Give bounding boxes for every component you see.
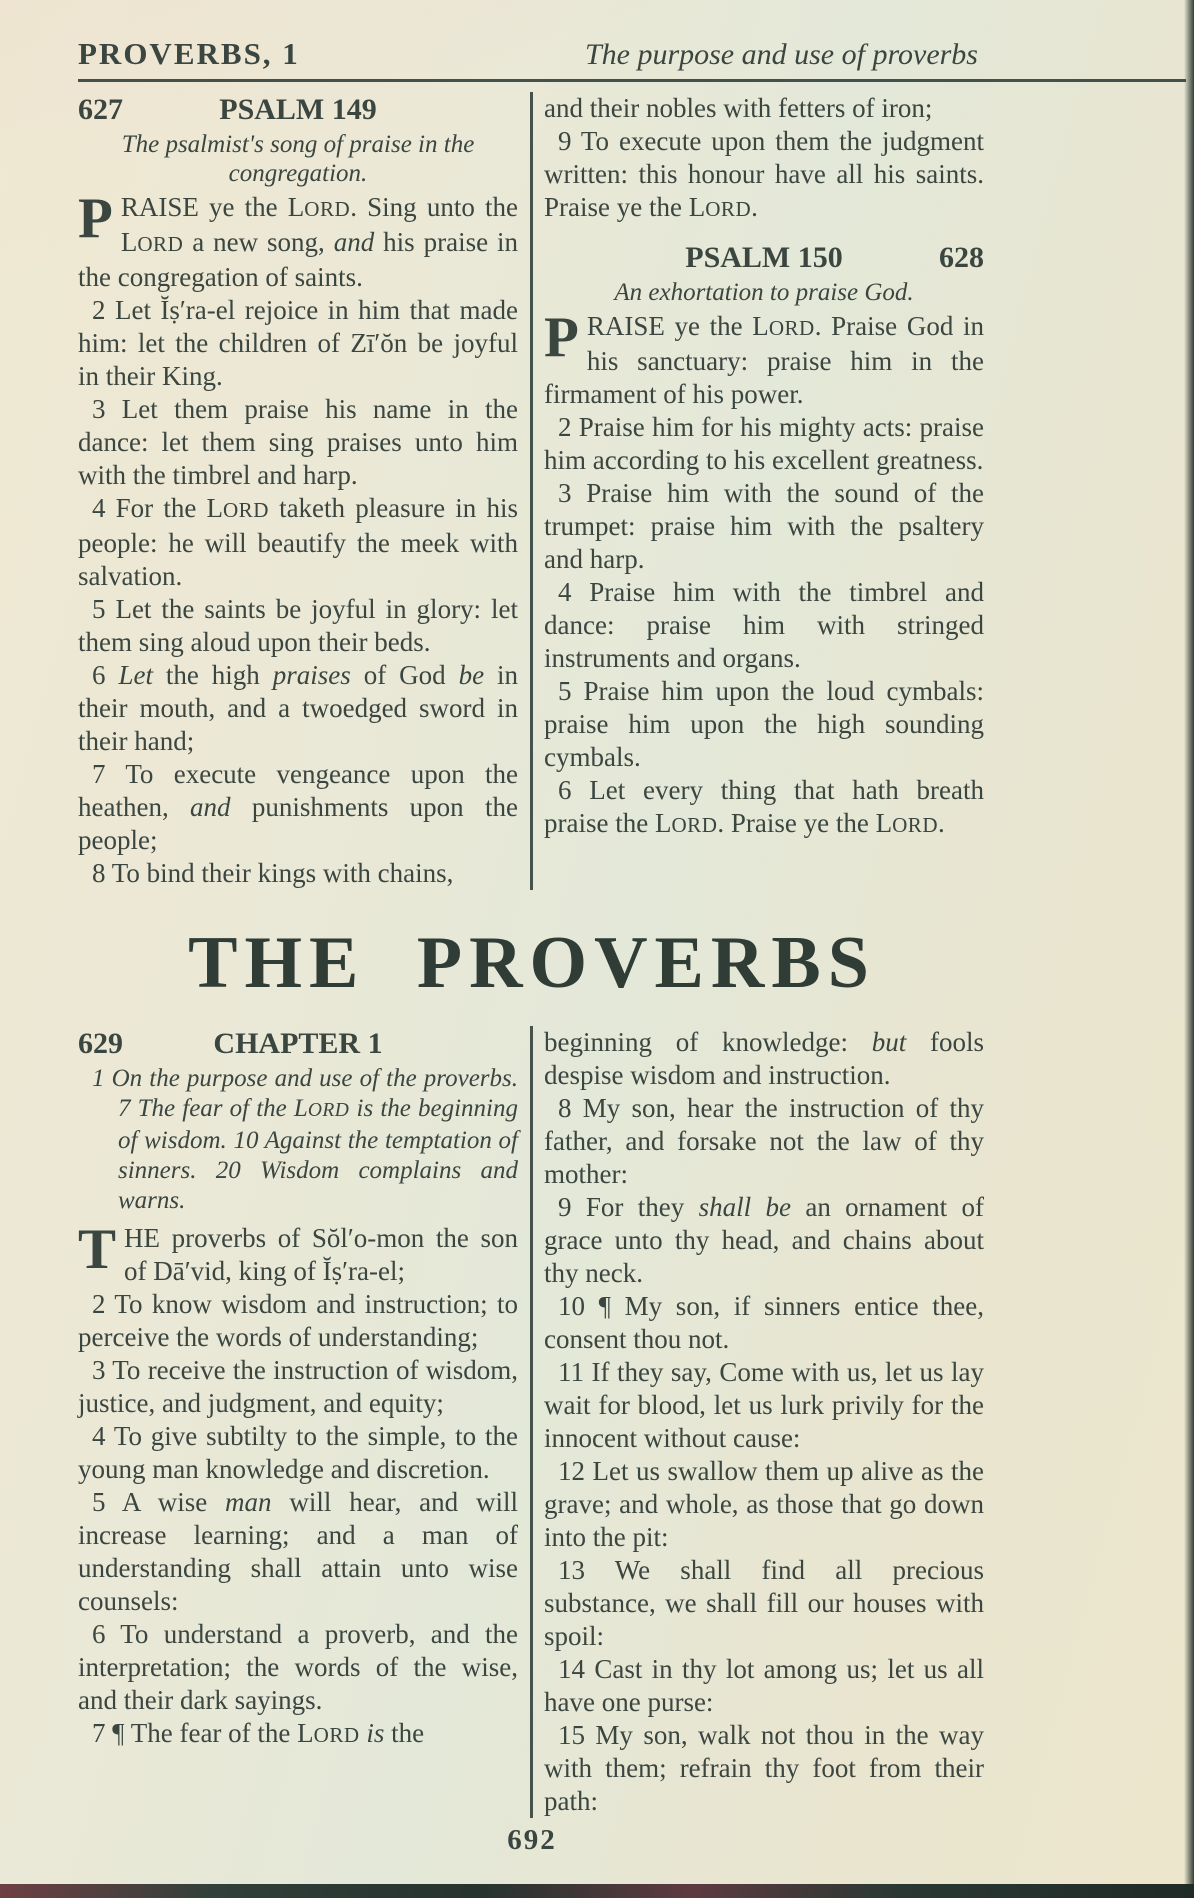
- drop-cap: P: [544, 306, 579, 369]
- psalm-150-opening: [544, 306, 984, 411]
- chapter-1-continuation-verses: [544, 1092, 984, 1818]
- verse: 5 Let the saints be joyful in glory: let them sing aloud upon their beds.: [78, 594, 518, 657]
- psalm-149-summary: The psalmist's song of praise in the congregation.: [121, 131, 475, 187]
- book-title: THE PROVERBS: [188, 922, 876, 1004]
- folio-number: 627: [78, 93, 123, 126]
- scan-edge-right: [1184, 0, 1194, 1898]
- page-number: 692: [507, 1824, 557, 1856]
- verse: 4 Praise him with the timbrel and dance: praise him with stringed instruments and organs.: [544, 577, 984, 673]
- verse: 4 For the LORD taketh pleasure in his people: he will beautify the meek with salvation.: [78, 493, 518, 591]
- verse: 3 To receive the instruction of wisdom, justice, and judgment, and equity;: [78, 1355, 518, 1418]
- column-divider: [530, 1026, 533, 1818]
- verse: 6 Let every thing that hath breath praise the LORD. Praise ye the LORD.: [544, 775, 984, 838]
- verse: 11 If they say, Come with us, let us lay wait for blood, let us lurk privily for the innocent without cause:: [544, 1357, 984, 1453]
- column-divider: [530, 92, 533, 890]
- chapter-1-verses: [78, 1288, 518, 1752]
- verse: 5 Praise him upon the loud cymbals: praise him upon the high sounding cymbals.: [544, 676, 984, 772]
- psalm-149-heading: [78, 92, 518, 128]
- verse: 8 To bind their kings with chains,: [92, 858, 454, 888]
- running-title-right: The purpose and use of proverbs: [584, 38, 978, 71]
- psalms-right-column: [544, 92, 984, 890]
- verse: 9 To execute upon them the judgment written: this honour have all his saints. Praise ye the LORD.: [544, 126, 984, 222]
- verse: 13 We shall find all precious substance, we shall fill our houses with spoil:: [544, 1555, 984, 1651]
- verse: 12 Let us swallow them up alive as the grave; and whole, as those that go down into the pit:: [544, 1456, 984, 1552]
- verse: 14 Cast in thy lot among us; let us all have one purse:: [544, 1654, 984, 1717]
- opening-text: HE proverbs of Sŏl′o-mon the son of Dā′vid, king of Ĭṣ′ra-el;: [124, 1223, 518, 1286]
- opening-text: RAISE ye the LORD. Sing unto the LORD a new song, and his praise in the congregation of saints.: [78, 192, 518, 292]
- drop-cap: P: [78, 187, 113, 250]
- psalm-149-opening: [78, 187, 518, 294]
- scan-edge-bottom: [0, 1884, 1194, 1898]
- proverbs-section: [78, 1026, 986, 1818]
- verse: 8 My son, hear the instruction of thy father, and forsake not the law of thy mother:: [544, 1093, 984, 1189]
- verse: 2 Praise him for his mighty acts: praise him according to his excellent greatness.: [544, 412, 984, 475]
- verse: 10 ¶ My son, if sinners entice thee, consent thou not.: [544, 1291, 984, 1354]
- verse: 9 For they shall be an ornament of grace unto thy head, and chains about thy neck.: [544, 1192, 985, 1288]
- verse: 15 My son, walk not thou in the way with them; refrain thy foot from their path:: [544, 1720, 984, 1816]
- verse: 7 ¶ The fear of the LORD is the: [92, 1718, 425, 1748]
- folio-number: 628: [939, 241, 984, 274]
- verse: 3 Let them praise his name in the dance: let them sing praises unto him with the timbrel and harp.: [78, 394, 518, 490]
- psalm-150-heading: [544, 240, 984, 276]
- chapter-1-title: CHAPTER 1: [213, 1027, 383, 1060]
- psalm-149-title: PSALM 149: [219, 93, 377, 126]
- psalm-150-title: PSALM 150: [685, 241, 843, 274]
- proverbs-left-column: [78, 1026, 518, 1818]
- psalms-section: [78, 92, 986, 890]
- chapter-1-summary: 1 On the purpose and use of the proverbs. 7 The fear of the LORD is the beginning of wisdom. 10 Against the temptation of sinners. 20 Wisdom complains and warns.: [92, 1065, 518, 1214]
- verse: 3 Praise him with the sound of the trumpet: praise him with the psaltery and harp.: [544, 478, 984, 574]
- psalm-149-continuation-verses: [544, 125, 984, 226]
- proverbs-right-column: [544, 1026, 984, 1818]
- opening-text: RAISE ye the LORD. Praise God in his sanctuary: praise him in the firmament of his power.: [544, 311, 984, 409]
- psalms-left-column: [78, 92, 518, 890]
- verse: 6 To understand a proverb, and the interpretation; the words of the wise, and their dark sayings.: [78, 1619, 518, 1715]
- verse: 4 To give subtilty to the simple, to the young man knowledge and discretion.: [78, 1421, 518, 1484]
- verse: 6 Let the high praises of God be in their mouth, and a twoedged sword in their hand;: [78, 660, 518, 756]
- folio-number: 629: [78, 1027, 123, 1060]
- verse: 2 Let Ĭṣ′ra-el rejoice in him that made him: let the children of Zī′ŏn be joyful in their King.: [78, 295, 518, 391]
- chapter-1-opening: [78, 1218, 518, 1288]
- verse: 2 To know wisdom and instruction; to perceive the words of understanding;: [78, 1289, 518, 1352]
- chapter-1-continuation: beginning of knowledge: but fools despise wisdom and instruction.: [544, 1027, 985, 1090]
- psalm-150-summary: An exhortation to praise God.: [614, 279, 914, 306]
- psalm-149-verses: [78, 294, 518, 890]
- psalm-149-continuation: and their nobles with fetters of iron;: [544, 93, 933, 123]
- running-header: [78, 36, 1178, 72]
- verse: 5 A wise man will hear, and will increase learning; and a man of understanding shall attain unto wise counsels:: [78, 1487, 518, 1616]
- running-title-left: PROVERBS, 1: [78, 36, 300, 71]
- verse: 7 To execute vengeance upon the heathen, and punishments upon the people;: [78, 759, 518, 855]
- header-rule: [78, 79, 1186, 82]
- chapter-1-heading: [78, 1026, 518, 1062]
- psalm-150-verses: [544, 411, 984, 842]
- drop-cap: T: [78, 1218, 117, 1281]
